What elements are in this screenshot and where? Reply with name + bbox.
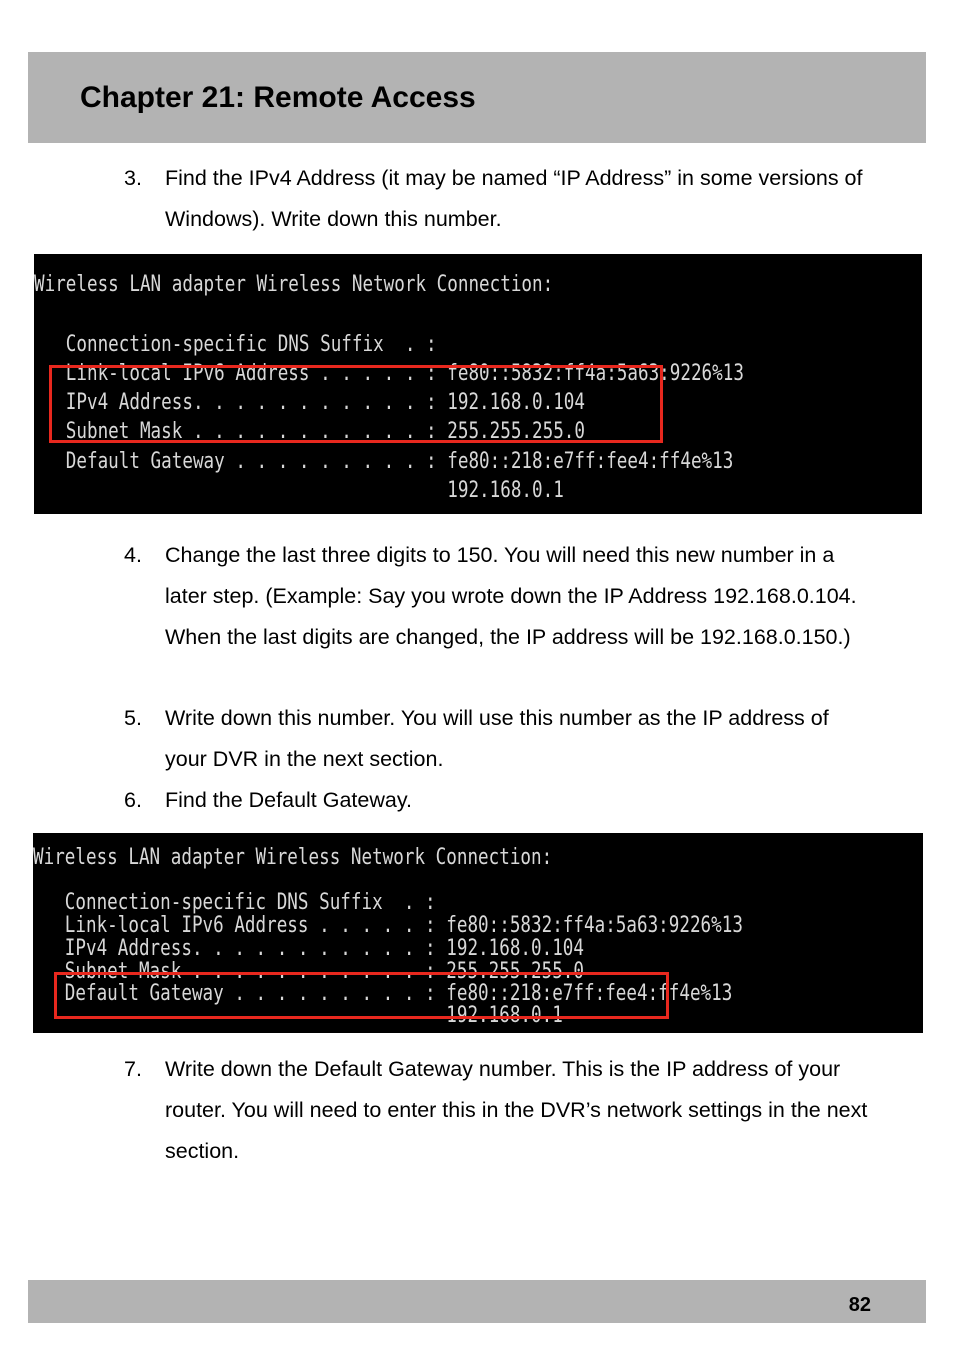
console-line: Subnet Mask . . . . . . . . . . . : 255.255.255.0 (33, 959, 584, 984)
step-text: Find the IPv4 Address (it may be named “IP Address” in some versions of Windows). Write down this number. (165, 166, 863, 231)
console-line: IPv4 Address. . . . . . . . . . . : 192.168.0.104 (34, 390, 585, 415)
page-number: 82 (848, 1294, 871, 1316)
console-line: Link-local IPv6 Address . . . . . : fe80::5832:ff4a:5a63:9226%13 (34, 361, 744, 386)
highlight-box (54, 972, 669, 1019)
chapter-header-bar (28, 52, 926, 143)
step-7 (124, 1049, 874, 1172)
step-4 (124, 535, 874, 658)
console-line: Connection-specific DNS Suffix . : (33, 890, 436, 915)
step-text: Find the Default Gateway. (165, 788, 412, 812)
console-line: 192.168.0.1 (34, 478, 564, 503)
console-screenshot-gateway (33, 833, 923, 1033)
step-text: Write down this number. You will use this number as the IP address of your DVR in the next section. (165, 706, 829, 771)
step-text: Write down the Default Gateway number. This is the IP address of your router. You will need to enter this in the DVR’s network settings in the next section. (165, 1057, 868, 1163)
console-line: Connection-specific DNS Suffix . : (34, 332, 437, 357)
console-line: Default Gateway . . . . . . . . . : fe80::218:e7ff:fee4:ff4e%13 (33, 981, 733, 1006)
console-line: Default Gateway . . . . . . . . . : fe80::218:e7ff:fee4:ff4e%13 (34, 449, 734, 474)
console-line: Wireless LAN adapter Wireless Network Connection: (34, 272, 554, 297)
chapter-title: Chapter 21: Remote Access (80, 81, 476, 114)
step-number: 4. (124, 543, 142, 567)
step-number: 3. (124, 166, 142, 190)
console-line: 192.168.0.1 (33, 1003, 563, 1028)
console-screenshot-ipv4 (34, 254, 922, 514)
step-3 (124, 158, 874, 240)
console-line: Wireless LAN adapter Wireless Network Connection: (33, 845, 553, 870)
step-6 (124, 780, 874, 821)
step-number: 7. (124, 1057, 142, 1081)
console-line: IPv4 Address. . . . . . . . . . . : 192.168.0.104 (33, 936, 584, 961)
highlight-box (49, 365, 663, 443)
console-line: Link-local IPv6 Address . . . . . : fe80::5832:ff4a:5a63:9226%13 (33, 913, 743, 938)
step-number: 6. (124, 788, 142, 812)
console-line: Subnet Mask . . . . . . . . . . . : 255.255.255.0 (34, 419, 585, 444)
step-5 (124, 698, 874, 780)
footer-bar (28, 1280, 926, 1323)
step-text: Change the last three digits to 150. You will need this new number in a later step. (Example: Say you wrote down the IP Address 192.168.0.104. When the last digits are changed, the IP address will be 192.168.0.150.) (165, 543, 857, 649)
step-number: 5. (124, 706, 142, 730)
